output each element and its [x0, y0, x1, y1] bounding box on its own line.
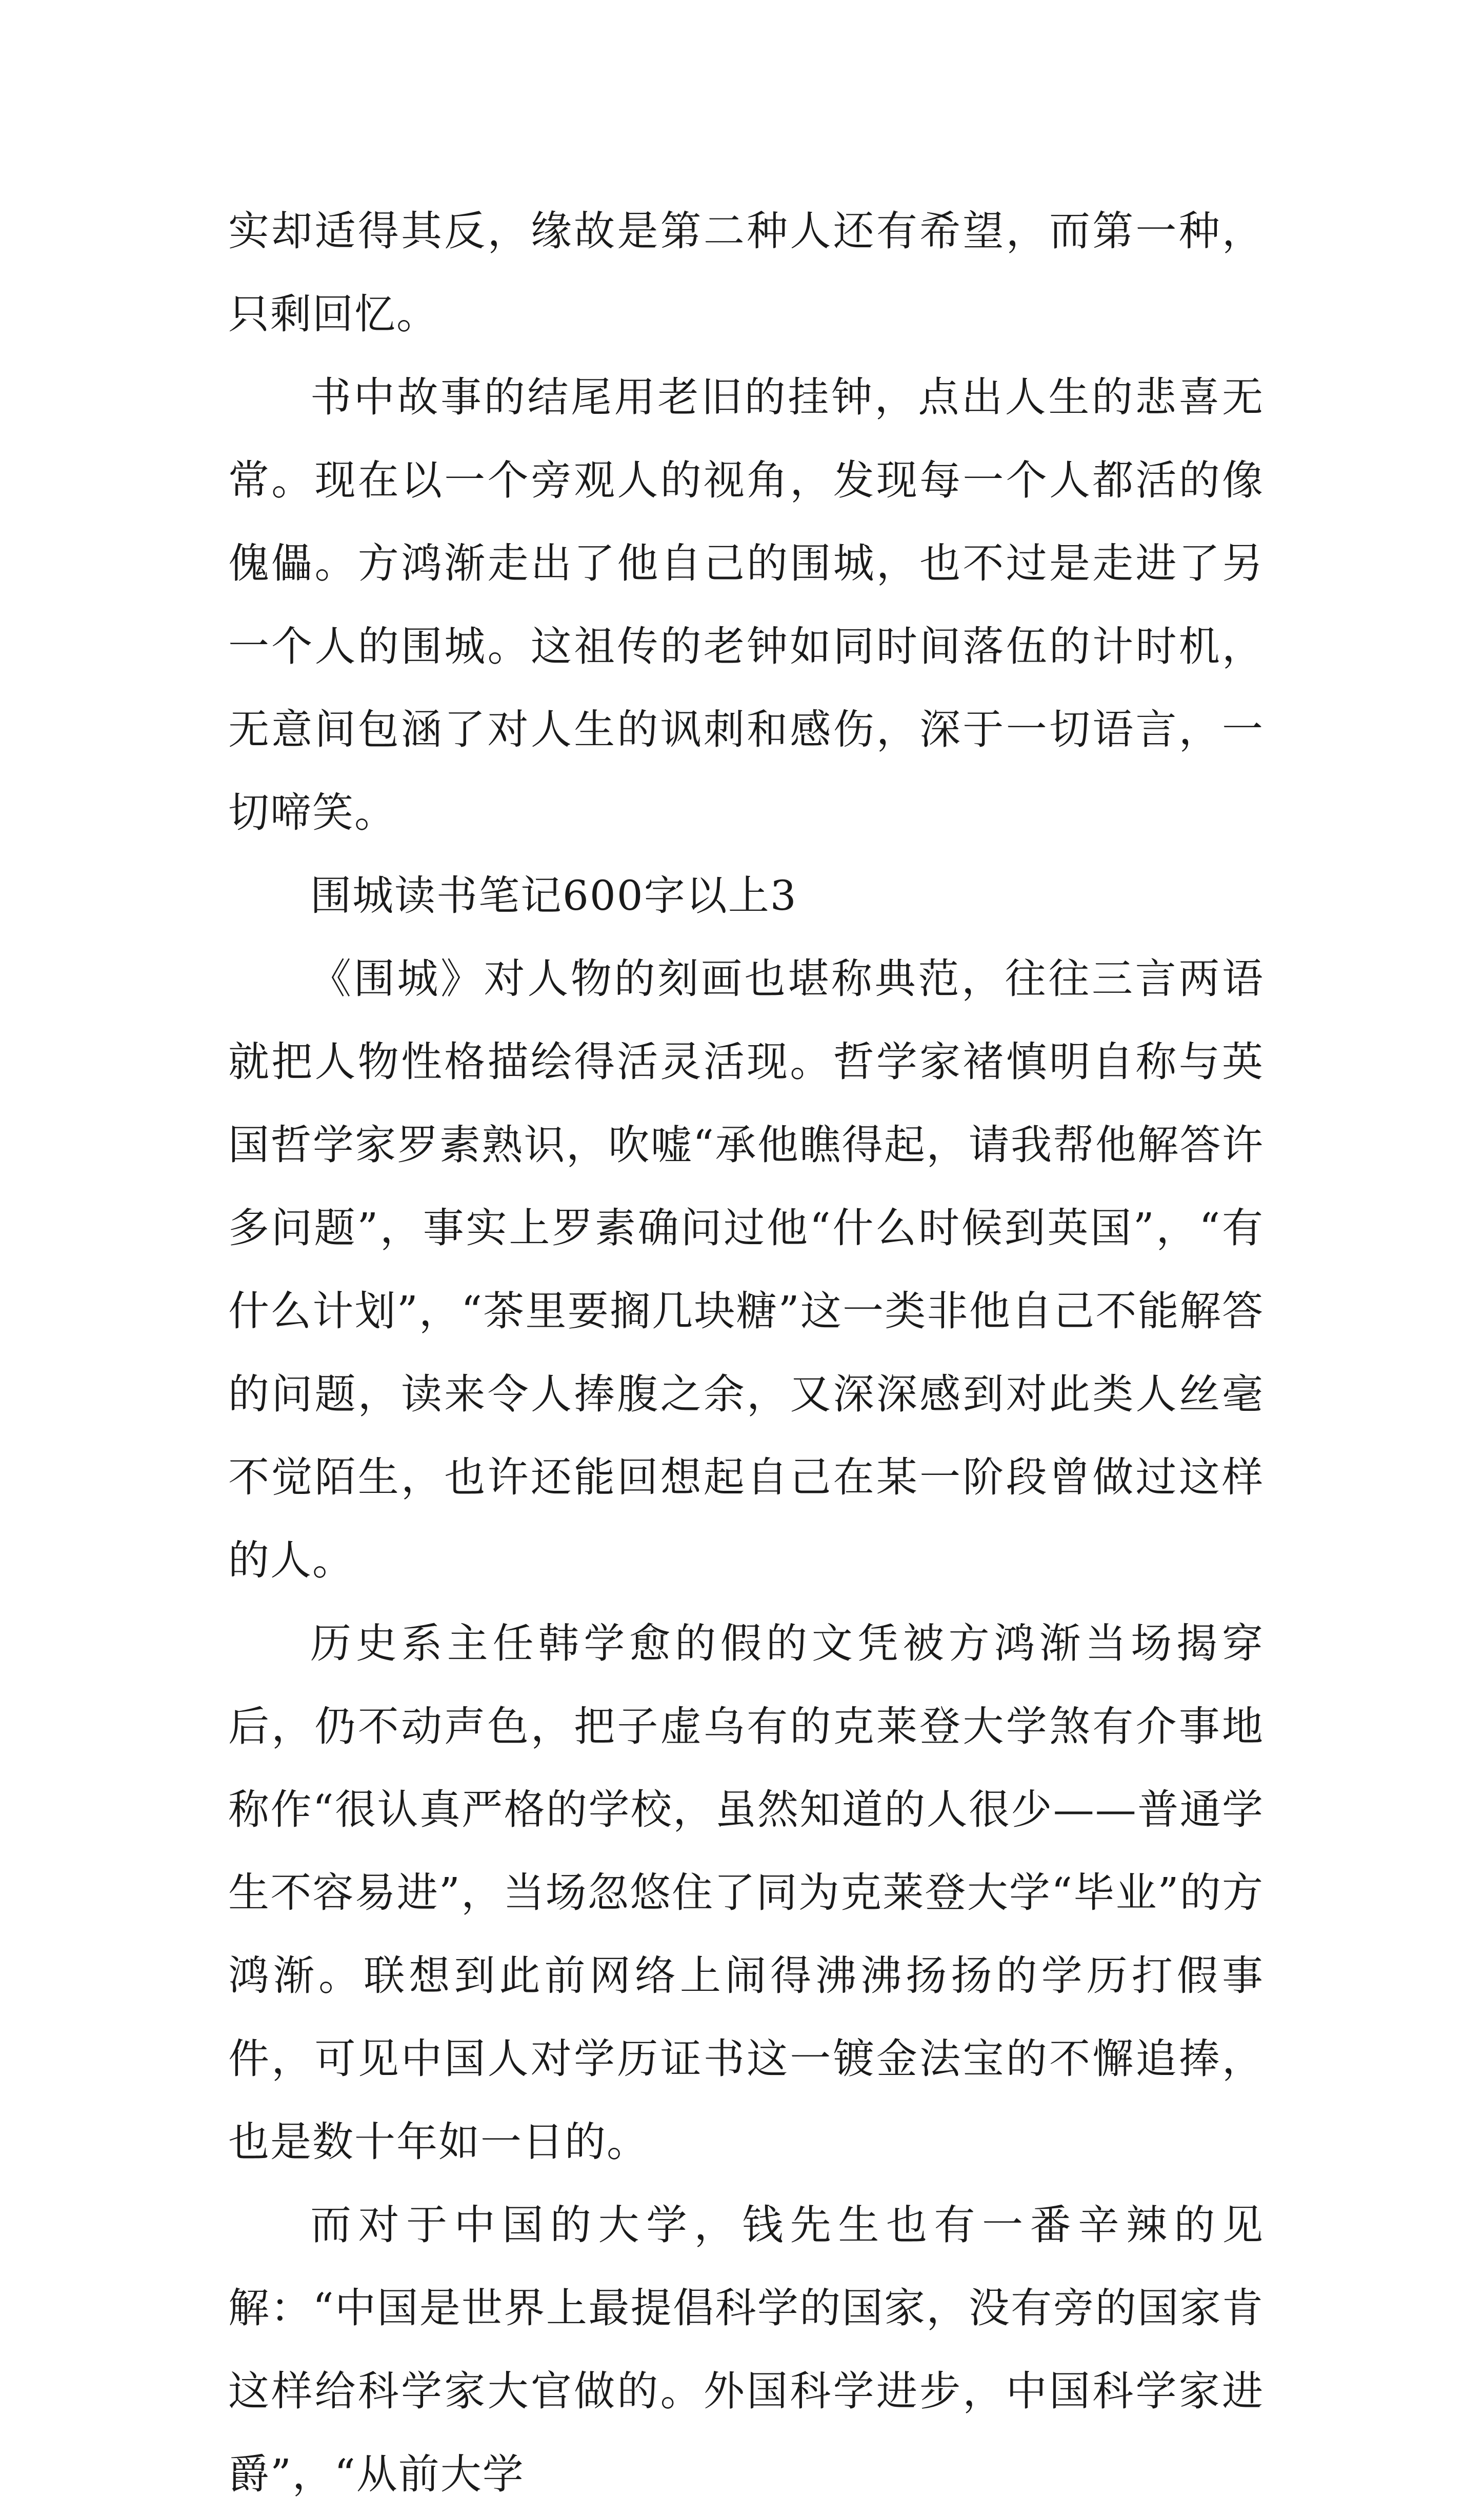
paragraph-clock: 书中故事的结尾用老旧的挂钟，点出人生的悲喜无常。现在以一个旁观人的视角，发现每一个人都活的像傀儡。方鸿渐走出了他自己的围城，也不过是走进了另一个人的围城。这祖传的老钟如同时间落伍的计时机，无意间包涵了对人生的讽刺和感伤，深于一切语言，一切啼笑。	[228, 373, 1264, 836]
section-heading: 围城读书笔记600字以上3	[310, 872, 797, 920]
paragraph-han-xueyu: 历史系主任韩学愈的假的文凭被方鸿渐当场揭穿后，仍不动声色，把子虚乌有的克莱登大学煞有介事地称作“很认真严格的学校，虽然知道的人很少——普通学生不容易进”，当场忽悠住了同为克莱登大学“毕业”的方鸿渐。联想到此前网络上闹得沸沸扬扬的学历打假事件，可见中国人对学历证书这一镀金法宝的不懈追捧，也是数十年如一日的。	[228, 1620, 1264, 2166]
paragraph-characters: 《围城》对人物的刻画也堪称典范，往往三言两语就把人物性格描绘得活灵活现。哲学家褚慎明自称与英国哲学家罗素熟识，吹嘘“承他瞧得起，请我帮他解答许多问题”，事实上罗素确问过他“什么时候到英国”，“有什么计划”，“茶里要搁几块糖”这一类非他自己不能解答的问题，读来令人捧腹之余，又深深感到对此类人丝毫不觉陌生，也许还能回想起自己在某一阶段曾做过这样的人。	[228, 955, 1264, 1584]
paragraph-continuation: 实却适得其反，缘故是第二种人还有希望，而第一种，只剩回忆。	[228, 207, 1264, 338]
paragraph-universities: 而对于中国的大学，钱先生也有一番辛辣的见解：“中国是世界上最提倡科学的国家，没有旁的国家肯这样给科学家大官做的。外国科学进步，中国科学家进爵”，“从前大学	[228, 2201, 1264, 2498]
body-text	[228, 190, 1264, 2516]
